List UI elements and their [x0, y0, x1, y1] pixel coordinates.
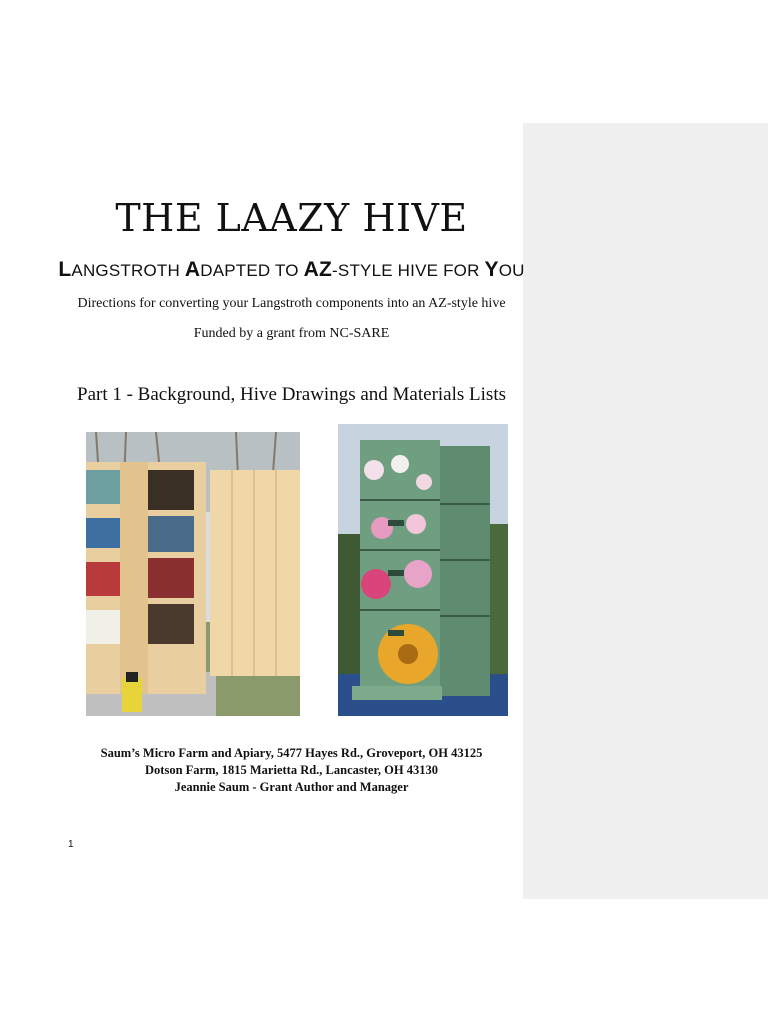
page-number: 1: [68, 839, 74, 850]
funding-line: Funded by a grant from NC-SARE: [193, 326, 390, 341]
document-subtitle: [0, 258, 583, 282]
document-title: THE LAAZY HIVE: [115, 196, 468, 240]
directions-line: Directions for converting your Langstroth components into an AZ-style hive: [77, 296, 506, 311]
address-line-2: Dotson Farm, 1815 Marietta Rd., Lancaster, OH 43130: [145, 763, 438, 777]
subtitle-cap-3: AZ: [303, 258, 333, 281]
subtitle-rest-1: ANGSTROTH: [71, 261, 185, 280]
subtitle-cap-4: Y: [484, 258, 499, 281]
subtitle-cap-1: L: [58, 258, 72, 281]
subtitle-rest-4: OU: [498, 261, 525, 280]
hive-cabinet-photo: [86, 432, 300, 716]
part-heading: Part 1 - Background, Hive Drawings and Materials Lists: [77, 384, 506, 405]
address-line-1: Saum’s Micro Farm and Apiary, 5477 Hayes Rd., Groveport, OH 43125: [100, 746, 483, 760]
painted-hive-photo: [338, 424, 508, 716]
subtitle-rest-3: -STYLE HIVE FOR: [332, 261, 485, 280]
author-line: Jeannie Saum - Grant Author and Manager: [174, 780, 409, 794]
subtitle-cap-2: A: [184, 258, 201, 281]
address-block: [0, 745, 583, 796]
subtitle-rest-2: DAPTED TO: [200, 261, 304, 280]
